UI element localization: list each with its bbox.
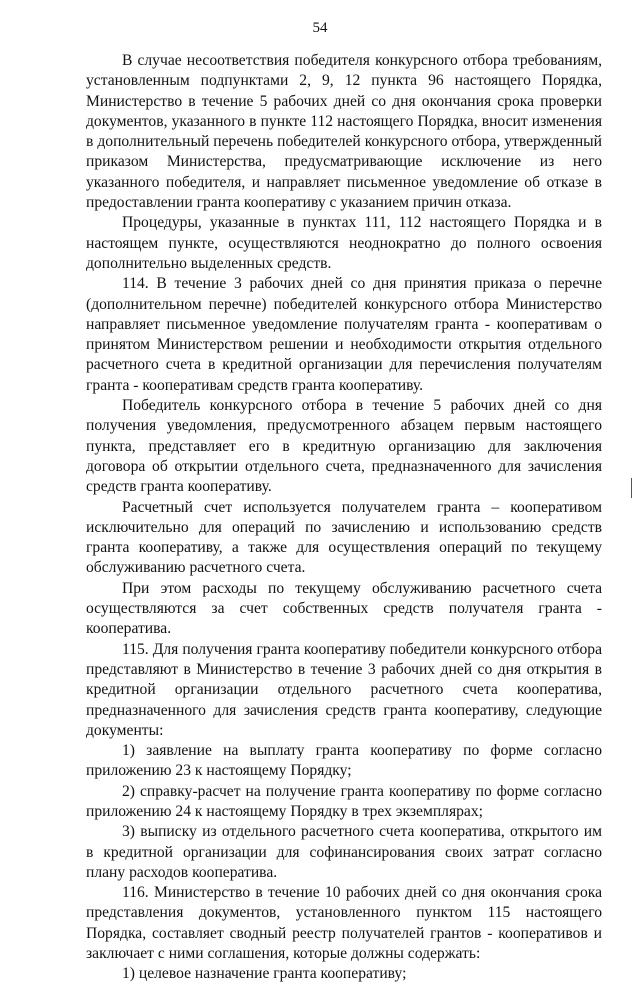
list-item: 3) выписку из отдельного расчетного счета кооператива, открытого им в кредитной организации для софинансирования своих затрат согласно плану расходов кооператива. — [86, 823, 602, 881]
paragraph: 116. Министерство в течение 10 рабочих дней со дня окончания срока представления документов, установленного пунктом 115 настоящего Порядка, составляет сводный реестр получателей грантов - кооперативов и заключает с ними соглашения, которые должны содержать: — [86, 884, 602, 963]
paragraph: Процедуры, указанные в пунктах 111, 112 настоящего Порядка и в настоящем пункте, осуществляются неоднократно до полного освоения дополнительно выделенных средств. — [86, 214, 602, 272]
page-number: 54 — [312, 20, 328, 36]
paragraph: В случае несоответствия победителя конкурсного отбора требованиям, установленным подпунктами 2, 9, 12 пункта 96 настоящего Порядка, Министерство в течение 5 рабочих дней со дня окончания срока проверки документов, указанного в пункте 112 настоящего Порядка, вносит изменения в дополнительный перечень победителей конкурсного отбора, утвержденный приказом Министерства, предусматривающие исключение из него указанного победителя, и направляет письменное уведомление об отказе в предоставлении гранта кооперативу с указанием причин отказа. — [86, 52, 602, 212]
paragraph: 114. В течение 3 рабочих дней со дня принятия приказа о перечне (дополнительном перечне) победителей конкурсного отбора Министерство направляет письменное уведомление получателям гранта - кооперативам о принятом Министерством решении и необходимости открытия отдельного расчетного счета в кредитной организации для перечисления получателям гранта - кооперативам средств гранта кооперативу. — [86, 275, 602, 394]
paragraph: Победитель конкурсного отбора в течение 5 рабочих дней со дня получения уведомления, предусмотренного абзацем первым настоящего пункта, представляет его в кредитную организацию для заключения договора об открытии отдельного счета, предназначенного для зачисления средств гранта кооперативу. — [86, 397, 602, 496]
paragraph: При этом расходы по текущему обслуживанию расчетного счета осуществляются за счет собственных средств получателя гранта - кооператива. — [86, 579, 602, 638]
paragraph: 115. Для получения гранта кооперативу победители конкурсного отбора представляют в Министерство в течение 3 рабочих дней со дня открытия в кредитной организации отдельного расчетного счета кооператива, предназначенного для зачисления средств гранта кооперативу, следующие документы: — [86, 640, 602, 739]
document-body — [86, 51, 602, 985]
scan-edge-mark — [631, 478, 632, 498]
paragraph: Расчетный счет используется получателем гранта – кооперативом исключительно для операций по зачислению и использованию средств гранта кооперативу, а также для осуществления операций по текущему обслуживанию расчетного счета. — [86, 498, 602, 577]
list-item: 2) справку-расчет на получение гранта кооперативу по форме согласно приложению 24 к настоящему Порядку в трех экземплярах; — [86, 782, 602, 820]
list-item: 1) целевое назначение гранта кооперативу; — [122, 965, 407, 983]
list-item: 1) заявление на выплату гранта кооперативу по форме согласно приложению 23 к настоящему Порядку; — [86, 742, 602, 780]
